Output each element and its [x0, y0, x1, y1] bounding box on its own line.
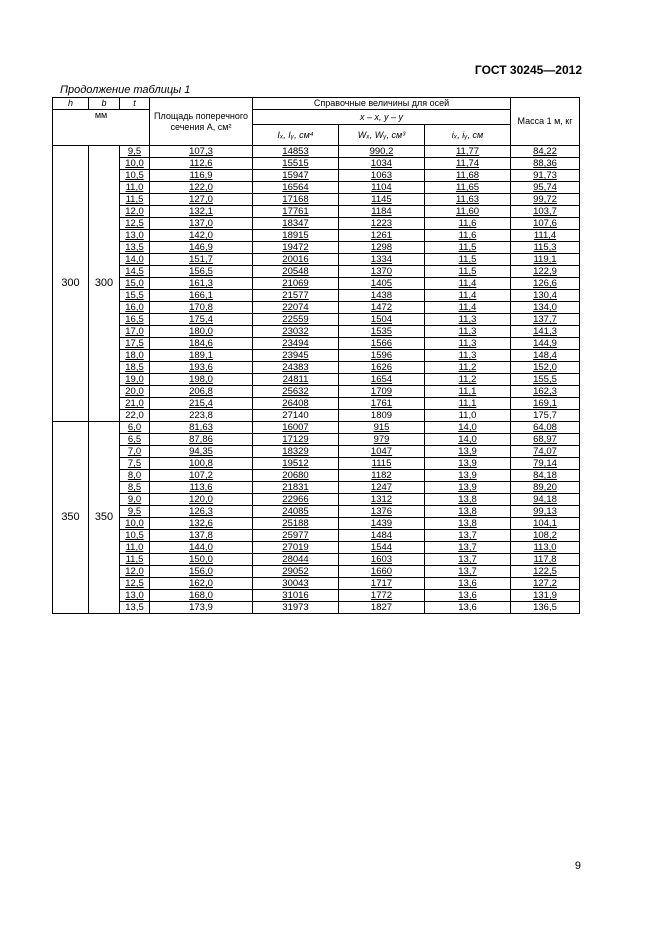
cell-mass: 99,72	[511, 194, 580, 206]
cell-mass: 152,0	[511, 362, 580, 374]
cell-radius-of-gyration: 11,3	[425, 350, 511, 362]
cell-area: 150,0	[150, 554, 253, 566]
cell-t: 13,5	[120, 242, 150, 254]
cell-area: 100,8	[150, 458, 253, 470]
cell-mass: 94,18	[511, 494, 580, 506]
cell-t: 12,5	[120, 578, 150, 590]
cell-area: 193,6	[150, 362, 253, 374]
cell-mass: 122,9	[511, 266, 580, 278]
cell-section-modulus: 1370	[339, 266, 425, 278]
cell-mass: 68,97	[511, 434, 580, 446]
cell-mass: 127,2	[511, 578, 580, 590]
page-number: 9	[574, 860, 581, 872]
cell-radius-of-gyration: 13,6	[425, 590, 511, 602]
cell-moment-of-inertia: 16564	[253, 182, 339, 194]
cell-radius-of-gyration: 11,60	[425, 206, 511, 218]
cell-area: 112,6	[150, 158, 253, 170]
cell-mass: 89,20	[511, 482, 580, 494]
section-properties-table	[52, 97, 580, 614]
cell-radius-of-gyration: 11,63	[425, 194, 511, 206]
cell-section-modulus: 1772	[339, 590, 425, 602]
cell-radius-of-gyration: 13,9	[425, 482, 511, 494]
cell-moment-of-inertia: 30043	[253, 578, 339, 590]
cell-t: 8,0	[120, 470, 150, 482]
cell-moment-of-inertia: 27019	[253, 542, 339, 554]
cell-radius-of-gyration: 11,68	[425, 170, 511, 182]
cell-t: 16,0	[120, 302, 150, 314]
header-mass: Масса 1 м, кг	[511, 98, 580, 146]
table-row	[53, 470, 580, 482]
cell-t: 17,5	[120, 338, 150, 350]
table-row	[53, 290, 580, 302]
cell-t: 11,0	[120, 182, 150, 194]
cell-section-modulus: 1034	[339, 158, 425, 170]
cell-section-modulus: 1603	[339, 554, 425, 566]
cell-section-modulus: 1472	[339, 302, 425, 314]
cell-t: 9,5	[120, 506, 150, 518]
cell-moment-of-inertia: 24383	[253, 362, 339, 374]
cell-moment-of-inertia: 22559	[253, 314, 339, 326]
cell-moment-of-inertia: 28044	[253, 554, 339, 566]
cell-area: 175,4	[150, 314, 253, 326]
cell-area: 142,0	[150, 230, 253, 242]
cell-area: 137,8	[150, 530, 253, 542]
cell-mass: 64,08	[511, 422, 580, 434]
cell-area: 116,9	[150, 170, 253, 182]
cell-radius-of-gyration: 11,65	[425, 182, 511, 194]
cell-t: 9,5	[120, 146, 150, 158]
cell-radius-of-gyration: 11,4	[425, 302, 511, 314]
table-row	[53, 506, 580, 518]
cell-t: 12,0	[120, 206, 150, 218]
cell-section-modulus: 1709	[339, 386, 425, 398]
cell-radius-of-gyration: 11,2	[425, 362, 511, 374]
cell-section-modulus: 1261	[339, 230, 425, 242]
cell-section-modulus: 1535	[339, 326, 425, 338]
cell-t: 13,5	[120, 602, 150, 614]
cell-mass: 84,22	[511, 146, 580, 158]
cell-t: 8,5	[120, 482, 150, 494]
cell-mass: 141,3	[511, 326, 580, 338]
cell-moment-of-inertia: 17168	[253, 194, 339, 206]
cell-moment-of-inertia: 23945	[253, 350, 339, 362]
cell-mass: 99,13	[511, 506, 580, 518]
cell-moment-of-inertia: 17129	[253, 434, 339, 446]
cell-section-modulus: 1438	[339, 290, 425, 302]
cell-radius-of-gyration: 11,6	[425, 230, 511, 242]
cell-t: 15,5	[120, 290, 150, 302]
cell-section-modulus: 1145	[339, 194, 425, 206]
cell-mass: 131,9	[511, 590, 580, 602]
cell-moment-of-inertia: 22966	[253, 494, 339, 506]
table-row	[53, 542, 580, 554]
table-row	[53, 326, 580, 338]
table-row	[53, 494, 580, 506]
header-radius-of-gyration: iₓ, iᵧ, см	[425, 125, 511, 146]
cell-radius-of-gyration: 13,8	[425, 506, 511, 518]
cell-area: 168,0	[150, 590, 253, 602]
header-h: h	[53, 98, 89, 110]
table-row	[53, 338, 580, 350]
cell-moment-of-inertia: 18347	[253, 218, 339, 230]
cell-mass: 175,7	[511, 410, 580, 422]
table-row	[53, 362, 580, 374]
header-moment-of-inertia: Iₓ, Iᵧ, см⁴	[253, 125, 339, 146]
table-row	[53, 554, 580, 566]
cell-radius-of-gyration: 11,5	[425, 254, 511, 266]
cell-area: 113,6	[150, 482, 253, 494]
cell-t: 18,5	[120, 362, 150, 374]
cell-section-modulus: 1104	[339, 182, 425, 194]
cell-moment-of-inertia: 24085	[253, 506, 339, 518]
cell-mass: 91,73	[511, 170, 580, 182]
table-row	[53, 182, 580, 194]
cell-t: 10,5	[120, 530, 150, 542]
cell-radius-of-gyration: 13,6	[425, 602, 511, 614]
header-unit-mm: мм	[53, 110, 150, 146]
cell-t: 6,5	[120, 434, 150, 446]
cell-section-modulus: 1063	[339, 170, 425, 182]
cell-area: 215,4	[150, 398, 253, 410]
cell-section-modulus: 1334	[339, 254, 425, 266]
group-b-value: 300	[89, 146, 120, 422]
cell-area: 156,5	[150, 266, 253, 278]
cell-section-modulus: 1376	[339, 506, 425, 518]
table-row	[53, 590, 580, 602]
table-row	[53, 374, 580, 386]
cell-radius-of-gyration: 11,5	[425, 242, 511, 254]
cell-area: 151,7	[150, 254, 253, 266]
cell-section-modulus: 915	[339, 422, 425, 434]
cell-moment-of-inertia: 25632	[253, 386, 339, 398]
cell-radius-of-gyration: 14,0	[425, 422, 511, 434]
cell-moment-of-inertia: 23032	[253, 326, 339, 338]
cell-area: 120,0	[150, 494, 253, 506]
table-row	[53, 218, 580, 230]
header-b: b	[89, 98, 120, 110]
cell-radius-of-gyration: 11,3	[425, 314, 511, 326]
cell-moment-of-inertia: 25977	[253, 530, 339, 542]
cell-area: 146,9	[150, 242, 253, 254]
cell-t: 14,5	[120, 266, 150, 278]
cell-radius-of-gyration: 13,9	[425, 458, 511, 470]
cell-t: 7,0	[120, 446, 150, 458]
cell-radius-of-gyration: 11,0	[425, 410, 511, 422]
cell-moment-of-inertia: 26408	[253, 398, 339, 410]
header-section-modulus: Wₓ, Wᵧ, см³	[339, 125, 425, 146]
cell-mass: 119,1	[511, 254, 580, 266]
cell-mass: 115,3	[511, 242, 580, 254]
cell-section-modulus: 1184	[339, 206, 425, 218]
cell-mass: 155,5	[511, 374, 580, 386]
cell-moment-of-inertia: 18915	[253, 230, 339, 242]
cell-radius-of-gyration: 11,77	[425, 146, 511, 158]
cell-section-modulus: 1223	[339, 218, 425, 230]
cell-section-modulus: 1312	[339, 494, 425, 506]
table-row	[53, 350, 580, 362]
cell-radius-of-gyration: 13,9	[425, 470, 511, 482]
cell-area: 126,3	[150, 506, 253, 518]
cell-t: 15,0	[120, 278, 150, 290]
cell-area: 189,1	[150, 350, 253, 362]
cell-section-modulus: 1484	[339, 530, 425, 542]
cell-mass: 136,5	[511, 602, 580, 614]
cell-radius-of-gyration: 13,6	[425, 578, 511, 590]
table-row	[53, 398, 580, 410]
cell-section-modulus: 1717	[339, 578, 425, 590]
cell-area: 173,9	[150, 602, 253, 614]
cell-area: 137,0	[150, 218, 253, 230]
cell-mass: 103,7	[511, 206, 580, 218]
cell-t: 16,5	[120, 314, 150, 326]
table-row	[53, 254, 580, 266]
cell-moment-of-inertia: 31973	[253, 602, 339, 614]
cell-moment-of-inertia: 22074	[253, 302, 339, 314]
cell-moment-of-inertia: 24811	[253, 374, 339, 386]
cell-t: 12,0	[120, 566, 150, 578]
cell-moment-of-inertia: 21577	[253, 290, 339, 302]
table-row	[53, 458, 580, 470]
cell-section-modulus: 1047	[339, 446, 425, 458]
table-row	[53, 566, 580, 578]
table-row	[53, 386, 580, 398]
cell-area: 162,0	[150, 578, 253, 590]
cell-moment-of-inertia: 23494	[253, 338, 339, 350]
cell-t: 11,5	[120, 554, 150, 566]
cell-section-modulus: 1182	[339, 470, 425, 482]
cell-mass: 130,4	[511, 290, 580, 302]
cell-mass: 108,2	[511, 530, 580, 542]
cell-t: 14,0	[120, 254, 150, 266]
cell-section-modulus: 979	[339, 434, 425, 446]
cell-mass: 104,1	[511, 518, 580, 530]
cell-mass: 134,0	[511, 302, 580, 314]
cell-section-modulus: 1298	[339, 242, 425, 254]
table-row	[53, 446, 580, 458]
cell-section-modulus: 1544	[339, 542, 425, 554]
cell-area: 223,8	[150, 410, 253, 422]
cell-mass: 169,1	[511, 398, 580, 410]
cell-moment-of-inertia: 21831	[253, 482, 339, 494]
cell-radius-of-gyration: 11,1	[425, 386, 511, 398]
cell-area: 122,0	[150, 182, 253, 194]
cell-area: 107,2	[150, 470, 253, 482]
table-body	[53, 146, 580, 614]
cell-area: 198,0	[150, 374, 253, 386]
cell-section-modulus: 1439	[339, 518, 425, 530]
cell-t: 10,5	[120, 170, 150, 182]
cell-moment-of-inertia: 27140	[253, 410, 339, 422]
table-row	[53, 518, 580, 530]
cell-t: 13,0	[120, 230, 150, 242]
cell-t: 9,0	[120, 494, 150, 506]
cell-t: 12,5	[120, 218, 150, 230]
cell-section-modulus: 1115	[339, 458, 425, 470]
cell-mass: 113,0	[511, 542, 580, 554]
header-axes: x – x, y – y	[253, 110, 511, 125]
cell-radius-of-gyration: 13,9	[425, 446, 511, 458]
cell-area: 107,3	[150, 146, 253, 158]
cell-mass: 162,3	[511, 386, 580, 398]
table-row	[53, 530, 580, 542]
cell-area: 180,0	[150, 326, 253, 338]
cell-moment-of-inertia: 31016	[253, 590, 339, 602]
table-row	[53, 314, 580, 326]
table-row	[53, 158, 580, 170]
cell-moment-of-inertia: 15515	[253, 158, 339, 170]
header-t: t	[120, 98, 150, 110]
cell-section-modulus: 1761	[339, 398, 425, 410]
cell-section-modulus: 1654	[339, 374, 425, 386]
cell-area: 94,35	[150, 446, 253, 458]
table-row	[53, 434, 580, 446]
header-reference-values: Справочные величины для осей	[253, 98, 511, 110]
cell-moment-of-inertia: 21069	[253, 278, 339, 290]
cell-moment-of-inertia: 15947	[253, 170, 339, 182]
cell-t: 7,5	[120, 458, 150, 470]
cell-moment-of-inertia: 17761	[253, 206, 339, 218]
cell-t: 13,0	[120, 590, 150, 602]
cell-mass: 79,14	[511, 458, 580, 470]
cell-radius-of-gyration: 11,3	[425, 326, 511, 338]
cell-radius-of-gyration: 13,8	[425, 494, 511, 506]
cell-section-modulus: 1405	[339, 278, 425, 290]
cell-radius-of-gyration: 13,7	[425, 542, 511, 554]
cell-section-modulus: 990,2	[339, 146, 425, 158]
cell-moment-of-inertia: 20016	[253, 254, 339, 266]
cell-radius-of-gyration: 11,6	[425, 218, 511, 230]
table-row	[53, 302, 580, 314]
cell-area: 132,6	[150, 518, 253, 530]
cell-mass: 148,4	[511, 350, 580, 362]
cell-t: 11,0	[120, 542, 150, 554]
cell-mass: 84,18	[511, 470, 580, 482]
cell-moment-of-inertia: 16007	[253, 422, 339, 434]
cell-moment-of-inertia: 29052	[253, 566, 339, 578]
table-row	[53, 578, 580, 590]
cell-t: 17,0	[120, 326, 150, 338]
cell-radius-of-gyration: 11,3	[425, 338, 511, 350]
group-h-value: 350	[53, 422, 89, 614]
cell-moment-of-inertia: 20680	[253, 470, 339, 482]
cell-section-modulus: 1660	[339, 566, 425, 578]
cell-section-modulus: 1504	[339, 314, 425, 326]
table-row	[53, 482, 580, 494]
cell-area: 81,63	[150, 422, 253, 434]
cell-area: 170,8	[150, 302, 253, 314]
cell-mass: 144,9	[511, 338, 580, 350]
cell-radius-of-gyration: 13,7	[425, 554, 511, 566]
table-row	[53, 194, 580, 206]
cell-t: 21,0	[120, 398, 150, 410]
cell-area: 184,6	[150, 338, 253, 350]
group-h-value: 300	[53, 146, 89, 422]
cell-radius-of-gyration: 11,1	[425, 398, 511, 410]
cell-t: 18,0	[120, 350, 150, 362]
table-row	[53, 146, 580, 158]
cell-area: 161,3	[150, 278, 253, 290]
cell-section-modulus: 1566	[339, 338, 425, 350]
cell-area: 87,86	[150, 434, 253, 446]
table-row	[53, 206, 580, 218]
cell-radius-of-gyration: 13,7	[425, 530, 511, 542]
cell-mass: 117,8	[511, 554, 580, 566]
cell-mass: 126,6	[511, 278, 580, 290]
cell-area: 206,8	[150, 386, 253, 398]
table-row	[53, 410, 580, 422]
cell-t: 6,0	[120, 422, 150, 434]
table-row	[53, 242, 580, 254]
cell-area: 127,0	[150, 194, 253, 206]
cell-radius-of-gyration: 11,4	[425, 290, 511, 302]
cell-section-modulus: 1809	[339, 410, 425, 422]
cell-radius-of-gyration: 14,0	[425, 434, 511, 446]
header-area: Площадь поперечного сечения A, см²	[150, 98, 253, 146]
cell-radius-of-gyration: 11,2	[425, 374, 511, 386]
cell-mass: 74,07	[511, 446, 580, 458]
table-row	[53, 278, 580, 290]
cell-t: 10,0	[120, 518, 150, 530]
cell-area: 156,0	[150, 566, 253, 578]
table-row	[53, 602, 580, 614]
cell-radius-of-gyration: 11,4	[425, 278, 511, 290]
cell-mass: 107,6	[511, 218, 580, 230]
cell-mass: 122,5	[511, 566, 580, 578]
cell-mass: 111,4	[511, 230, 580, 242]
cell-t: 11,5	[120, 194, 150, 206]
cell-moment-of-inertia: 20548	[253, 266, 339, 278]
cell-radius-of-gyration: 13,7	[425, 566, 511, 578]
group-b-value: 350	[89, 422, 120, 614]
cell-moment-of-inertia: 18329	[253, 446, 339, 458]
cell-moment-of-inertia: 25188	[253, 518, 339, 530]
cell-mass: 95,74	[511, 182, 580, 194]
cell-moment-of-inertia: 19472	[253, 242, 339, 254]
cell-radius-of-gyration: 13,8	[425, 518, 511, 530]
cell-t: 10,0	[120, 158, 150, 170]
document-code: ГОСТ 30245—2012	[474, 63, 582, 77]
cell-area: 144,0	[150, 542, 253, 554]
cell-moment-of-inertia: 14853	[253, 146, 339, 158]
cell-radius-of-gyration: 11,74	[425, 158, 511, 170]
cell-section-modulus: 1247	[339, 482, 425, 494]
table-row	[53, 422, 580, 434]
cell-t: 19,0	[120, 374, 150, 386]
table-header	[53, 98, 580, 146]
table-row	[53, 266, 580, 278]
cell-area: 166,1	[150, 290, 253, 302]
cell-section-modulus: 1596	[339, 350, 425, 362]
cell-t: 22,0	[120, 410, 150, 422]
cell-moment-of-inertia: 19512	[253, 458, 339, 470]
cell-t: 20,0	[120, 386, 150, 398]
cell-mass: 88,36	[511, 158, 580, 170]
cell-radius-of-gyration: 11,5	[425, 266, 511, 278]
cell-area: 132,1	[150, 206, 253, 218]
table-row	[53, 170, 580, 182]
cell-section-modulus: 1626	[339, 362, 425, 374]
table-row	[53, 230, 580, 242]
table-caption: Продолжение таблицы 1	[60, 84, 191, 96]
cell-section-modulus: 1827	[339, 602, 425, 614]
cell-mass: 137,7	[511, 314, 580, 326]
